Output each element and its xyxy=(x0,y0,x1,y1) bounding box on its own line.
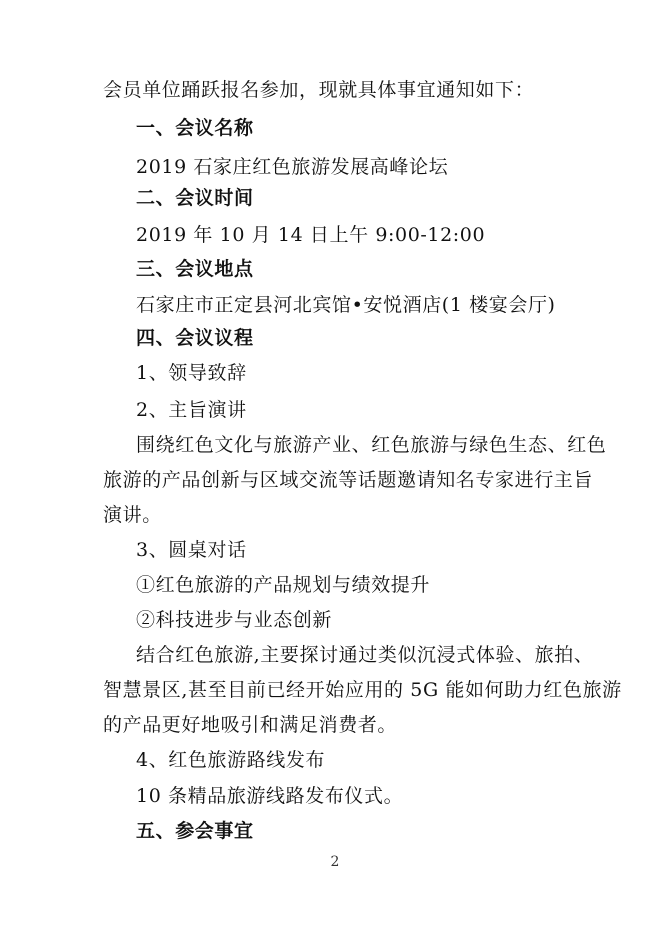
agenda-item-1: 1、领导致辞 xyxy=(136,362,247,384)
meeting-time: 2019 年 10 月 14 日上午 9:00-12:00 xyxy=(136,224,486,246)
agenda-item-3-paragraph-line-3: 的产品更好地吸引和满足消费者。 xyxy=(103,714,398,736)
agenda-item-2: 2、主旨演讲 xyxy=(136,399,247,421)
agenda-item-3: 3、圆桌对话 xyxy=(136,539,247,561)
agenda-item-3-paragraph-line-2: 智慧景区,甚至目前已经开始应用的 5G 能如何助力红色旅游 xyxy=(103,679,622,701)
meeting-name: 2019 石家庄红色旅游发展高峰论坛 xyxy=(136,156,449,178)
section-heading-attendance: 五、参会事宜 xyxy=(136,820,254,842)
agenda-item-4-paragraph: 10 条精品旅游线路发布仪式。 xyxy=(136,785,404,807)
meeting-venue: 石家庄市正定县河北宾馆•安悦酒店(1 楼宴会厅) xyxy=(136,294,556,316)
agenda-item-3-sub-2: ②科技进步与业态创新 xyxy=(136,609,333,631)
section-heading-meeting-name: 一、会议名称 xyxy=(136,117,254,139)
agenda-item-2-paragraph-line-1: 围绕红色文化与旅游产业、红色旅游与绿色生态、红色 xyxy=(136,434,607,456)
agenda-item-4: 4、红色旅游路线发布 xyxy=(136,749,326,771)
agenda-item-3-sub-1: ①红色旅游的产品规划与绩效提升 xyxy=(136,574,431,596)
section-heading-meeting-time: 二、会议时间 xyxy=(136,187,254,209)
agenda-item-2-paragraph-line-2: 旅游的产品创新与区域交流等话题邀请知名专家进行主旨 xyxy=(103,469,594,491)
agenda-item-3-paragraph-line-1: 结合红色旅游,主要探讨通过类似沉浸式体验、旅拍、 xyxy=(136,644,594,666)
intro-line: 会员单位踊跃报名参加，现就具体事宜通知如下： xyxy=(103,79,535,101)
section-heading-meeting-venue: 三、会议地点 xyxy=(136,258,254,280)
section-heading-agenda: 四、会议议程 xyxy=(136,327,254,349)
page-number: 2 xyxy=(330,854,340,870)
agenda-item-2-paragraph-line-3: 演讲。 xyxy=(103,504,162,526)
